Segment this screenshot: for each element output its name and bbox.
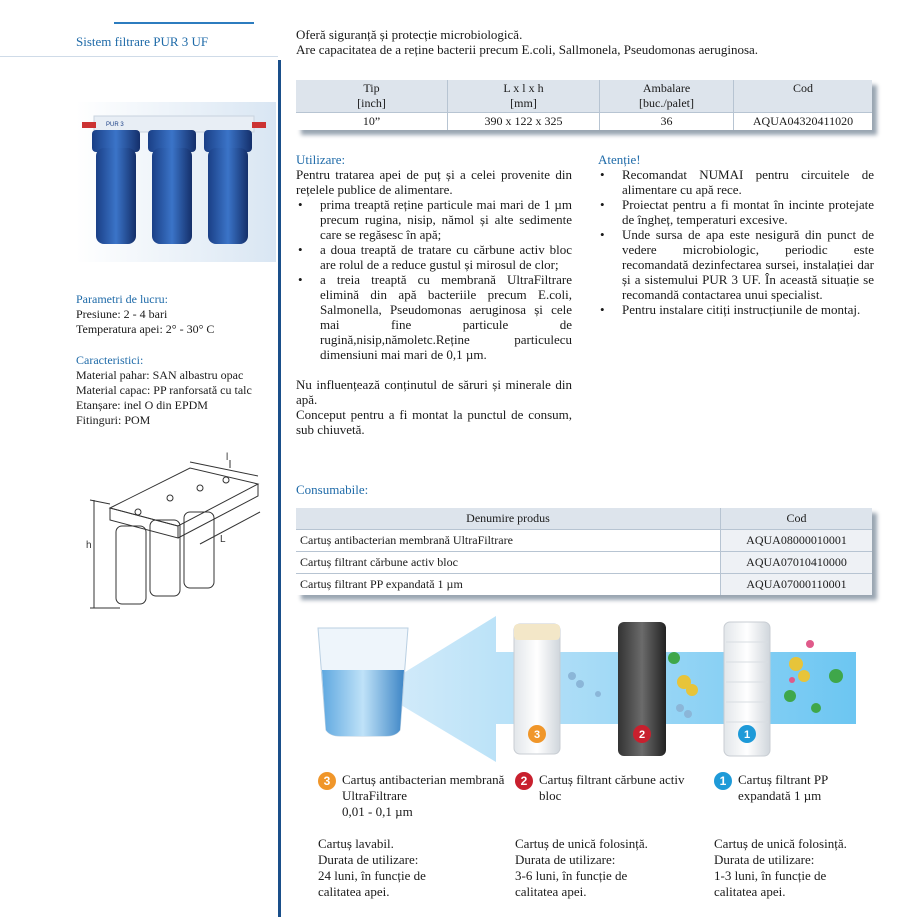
technical-drawing	[80, 448, 270, 618]
table-row	[296, 574, 872, 596]
list-item: • prima treaptă reține particule mai mari de 1 µm precum rugina, nisip, nămol și alte sedimente care se regăsesc în apă;	[320, 197, 572, 242]
column-divider	[278, 60, 281, 917]
cartridge-3-desc-2: Durata de utilizare:	[318, 852, 419, 867]
spec-header-row	[296, 80, 872, 113]
table-cell: Cartuș filtrant cărbune activ bloc	[296, 552, 721, 574]
spec-cell: AQUA04320411020	[734, 113, 873, 131]
table-cell: AQUA07000110001	[721, 574, 873, 596]
usage-heading: Utilizare:	[296, 152, 346, 167]
top-accent-rule	[114, 22, 254, 24]
product-label: PUR 3	[106, 122, 124, 128]
consumables-heading: Consumabile:	[296, 482, 369, 497]
char-cup: Material pahar: SAN albastru opac	[76, 368, 244, 382]
badge-3: 3	[533, 729, 541, 741]
badge-2-icon: 2	[515, 772, 533, 790]
table-cell: AQUA07010410000	[721, 552, 873, 574]
spec-cell: 36	[600, 113, 734, 131]
cartridge-1-desc-3: 1-3 luni, în funcție de	[714, 868, 827, 883]
list-item: • Recomandat NUMAI pentru circuitele de alimentare cu apă rece.	[622, 167, 874, 197]
cartridge-2-desc-2: Durata de utilizare:	[515, 852, 616, 867]
consumables-header-cell: Denumire produs	[296, 508, 721, 530]
cartridge-3-caption	[318, 772, 508, 900]
cartridge-1-desc-1: Cartuș de unică folosință.	[714, 836, 847, 851]
product-title: Sistem filtrare PUR 3 UF	[76, 34, 209, 49]
consumables-table	[296, 508, 872, 595]
filtration-illustration	[296, 612, 886, 770]
warning-heading: Atenție!	[598, 152, 641, 167]
usage-note-2: Conceput pentru a fi montat la punctul de consum, sub chiuvetă.	[296, 407, 572, 437]
spec-data-row	[296, 113, 872, 131]
dim-L: L	[220, 534, 226, 545]
usage-list	[296, 197, 572, 362]
table-cell: Cartuș antibacterian membrană UltraFiltrare	[296, 530, 721, 552]
usage-lead: Pentru tratarea apei de puț și a celei provenite din rețelele publice de alimentare.	[296, 167, 572, 197]
warning-section	[598, 152, 874, 317]
spec-header-cell: Tip [inch]	[296, 80, 448, 113]
warning-list	[598, 167, 874, 317]
spec-table	[296, 80, 872, 130]
badge-3-icon: 3	[318, 772, 336, 790]
dim-l: l	[226, 452, 229, 463]
table-cell: AQUA08000010001	[721, 530, 873, 552]
spec-header-cell: L x l x h [mm]	[448, 80, 600, 113]
characteristics	[76, 353, 252, 428]
chars-heading: Caracteristici:	[76, 353, 144, 367]
consumables-header-cell: Cod	[721, 508, 873, 530]
table-row	[296, 530, 872, 552]
cartridge-3-desc-1: Cartuș lavabil.	[318, 836, 394, 851]
spec-header-cell: Cod	[734, 80, 873, 113]
spec-cell: 390 x 122 x 325	[448, 113, 600, 131]
badge-1-icon: 1	[714, 772, 732, 790]
list-item: • Proiectat pentru a fi montat în incinte protejate de îngheț, temperaturi excesive.	[622, 197, 874, 227]
dim-h: h	[86, 540, 92, 551]
table-row	[296, 552, 872, 574]
cartridge-1-caption	[714, 772, 904, 900]
sidebar-divider	[0, 56, 278, 57]
cartridge-3-desc-4: calitatea apei.	[318, 884, 390, 899]
char-cap: Material capac: PP ranforsată cu talc	[76, 383, 252, 397]
char-seal: Etanșare: inel O din EPDM	[76, 398, 208, 412]
intro-line-1: Oferă siguranță și protecție microbiologică.	[296, 27, 523, 42]
intro-line-2: Are capacitatea de a reține bacterii precum E.coli, Sallmonela, Pseudomonas aeruginosa.	[296, 42, 759, 57]
cartridge-2-desc-1: Cartuș de unică folosință.	[515, 836, 648, 851]
cartridge-1-desc-4: calitatea apei.	[714, 884, 786, 899]
usage-note-1: Nu influențează conținutul de săruri și minerale din apă.	[296, 377, 572, 407]
cartridge-1-desc-2: Durata de utilizare:	[714, 852, 815, 867]
list-item: • Unde sursa de apa este nesigură din punct de vedere microbiologic, periodic este recomandată dezinfectarea sursei, instalației dar și a sistemului PUR 3 UF. În această situație se recomandă contactarea unui specialist.	[622, 227, 874, 302]
working-parameters	[76, 292, 214, 337]
cartridge-2-caption	[515, 772, 705, 900]
params-heading: Parametri de lucru:	[76, 292, 168, 306]
intro-text	[296, 27, 758, 57]
usage-section	[296, 152, 572, 437]
list-item: • Pentru instalare citiți instrucțiunile de montaj.	[622, 302, 874, 317]
spec-header-cell: Ambalare [buc./palet]	[600, 80, 734, 113]
list-item: • a doua treaptă de tratare cu cărbune activ bloc are rolul de a reduce gustul și mirosul de clor;	[320, 242, 572, 272]
badge-2: 2	[638, 729, 646, 741]
spec-cell: 10”	[296, 113, 448, 131]
param-temperature: Temperatura apei: 2° - 30° C	[76, 322, 215, 336]
badge-1: 1	[743, 729, 751, 741]
param-pressure: Presiune: 2 - 4 bari	[76, 307, 168, 321]
char-fittings: Fitinguri: POM	[76, 413, 151, 427]
cartridge-3-desc-3: 24 luni, în funcție de	[318, 868, 426, 883]
cartridge-1-title: Cartuș filtrant PP expandată 1 µm	[738, 772, 828, 803]
table-cell: Cartuș filtrant PP expandată 1 µm	[296, 574, 721, 596]
cartridge-2-title: Cartuș filtrant cărbune activ bloc	[539, 772, 685, 803]
list-item: • a treia treaptă cu membrană UltraFiltrare elimină din apă bacteriile precum E.coli, Salmonella, Pseudomonas aeruginosa și cele mai fine particule de rugină,nisip,nămoletc.Reține particulecu dimensiuni mai mari de 0,1 µm.	[320, 272, 572, 362]
consumables-header-row	[296, 508, 872, 530]
cartridge-3-title: Cartuș antibacterian membrană UltraFiltrare	[342, 772, 505, 803]
cartridge-3-sub: 0,01 - 0,1 µm	[342, 804, 413, 819]
cartridge-2-desc-3: 3-6 luni, în funcție de	[515, 868, 628, 883]
cartridge-2-desc-4: calitatea apei.	[515, 884, 587, 899]
product-photo	[76, 102, 276, 262]
